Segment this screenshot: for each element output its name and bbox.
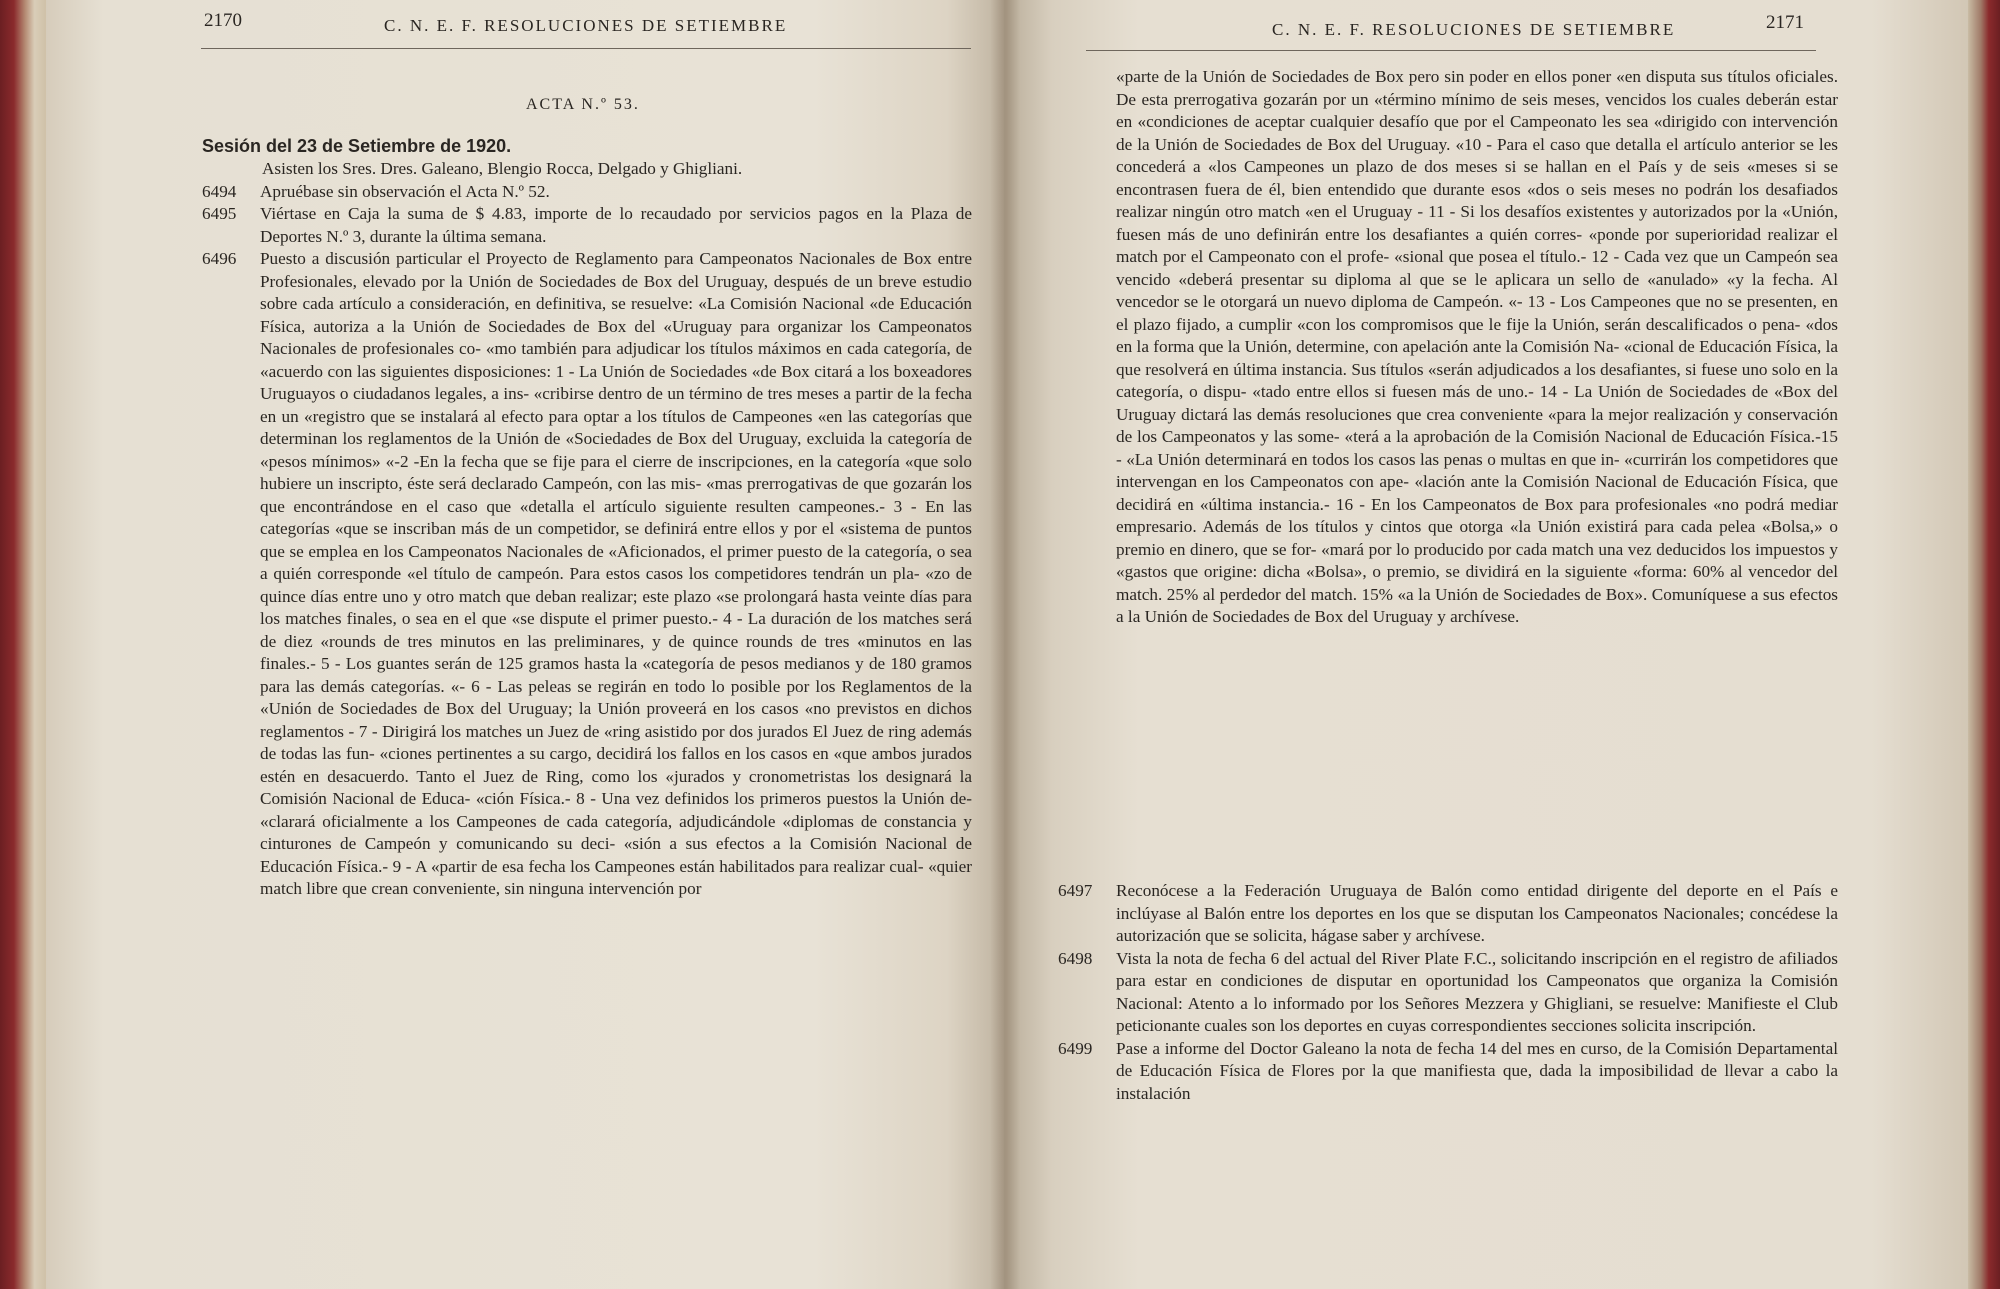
resolution-number: 6495 [202,204,237,223]
left-page [46,0,1004,1289]
resolution-number: 6496 [202,249,237,268]
resolution-entry [1058,1038,1838,1106]
book-gutter [990,0,1020,1289]
resolution-entry [1058,948,1838,1038]
resolution-text: Viértase en Caja la suma de $ 4.83, importe de lo recaudado por servicios pagos en la Plaza de Deportes N.º 3, durante la última semana. [260,204,972,246]
book-edge-right [1968,0,2000,1289]
resolution-entry [202,203,972,248]
book-edge-left [0,0,46,1289]
left-page-body [202,158,972,901]
resolution-number: 6498 [1058,948,1093,968]
resolution-number: 6494 [202,181,237,201]
page-number: 2171 [1766,12,1804,33]
session-heading: Sesión del 23 de Setiembre de 1920. [202,136,512,156]
acta-title: ACTA N.º 53. [526,96,640,113]
resolution-number: 6499 [1058,1038,1093,1058]
header-rule [1086,50,1816,51]
page-number: 2170 [204,10,242,31]
attendance-paragraph: Asisten los Sres. Dres. Galeano, Blengio Rocca, Delgado y Ghigliani. [262,159,743,178]
right-page-entries [1058,880,1838,1105]
resolution-entry [202,248,972,901]
right-page [1004,0,1968,1289]
running-head: C. N. E. F. RESOLUCIONES DE SETIEMBRE [1272,20,1676,39]
resolution-text: Apruébase sin observación el Acta N.º 52. [260,181,550,201]
resolution-text: Puesto a discusión particular el Proyecto de Reglamento para Campeonatos Nacionales de Box entre Profesionales, elevado por la Unión de Sociedades de Box del Uruguay, después de un breve estudio sobre cada artículo a consideración, en definitiva, se resuelve: «La Comisión Nacional «de Educación Física, autoriza a la Unión de Sociedades de Box del «Uruguay para organizar los Campeonatos Nacionales de profesionales co- «mo también para adjudicar los títulos máximos en cada categoría, de «acuerdo con las siguientes disposiciones: 1 - La Unión de Sociedades «de Box citará a los boxeadores Uruguayos o ciudadanos legales, a ins- «cribirse dentro de un término de tres meses a partir de la fecha en un «registro que se instalará al efecto para optar a los títulos de Campeones «en las categorías que determinan los reglamentos de la Unión de «Sociedades de Box del Uruguay, excluida la categoría de «pesos mínimos» «-2 -En la fecha que se fije para el cierre de inscripciones, en la categoría «que solo hubiere un inscripto, éste será declarado Campeón, con las mis- «mas prerrogativas de que gozarán los que encontrándose en el caso que «detalla el artículo siguiente resulten campeones.- 3 - En las categorías «que se inscriban más de un competidor, se definirá entre ellos y por el «sistema de puntos que se emplea en los Campeonatos Nacionales de «Aficionados, el primer puesto de la categoría, o sea a quién corresponde «el título de campeón. Para estos casos los competidores tendrán un pla- «zo de quince días entre uno y otro match que deban realizar; este plazo «se prolongará hasta veinte días para los matches finales, o sea en el que «se dispute el primer puesto.- 4 - La duración de los matches será de diez «rounds de tres minutos en las preliminares, y de quince rounds de tres «minutos en las finales.- 5 - Los guantes serán de 125 gramos hasta la «categoría de pesos medianos y de 180 gramos para las demás categorías. «- 6 - Las peleas se regirán en todo lo posible por los Reglamentos de la «Unión de Sociedades de Box del Uruguay; la Unión proveerá en los casos «no previstos en dichos reglamentos - 7 - Dirigirá los matches un Juez de «ring asistido por dos jurados El Juez de ring además de todas las fun- «ciones pertinentes a su cargo, decidirá los fallos en los casos en «que ambos jurados estén en desacuerdo. Tanto el Juez de Ring, como los «jurados y cronometristas los designará la Comisión Nacional de Educa- «ción Física.- 8 - Una vez definidos los primeros puestos la Unión de- «clarará oficialmente a los Campeones de cada categoría, adjudicándole «diplomas de constancia y cinturones de Campeón y comunicando su deci- «sión a sus efectos a la Comisión Nacional de Educación Física.- 9 - A «partir de esa fecha los Campeones están habilitados para realizar cual- «quier match libre que crean conveniente, sin ninguna intervención por [260,249,972,898]
running-head: C. N. E. F. RESOLUCIONES DE SETIEMBRE [384,16,788,35]
resolution-text: Reconócese a la Federación Uruguaya de Balón como entidad dirigente del deporte en el País e inclúyase al Balón entre los deportes en los que se disputan los Campeonatos Nacionales; concédese la autorización que se solicita, hágase saber y archívese. [1116,881,1838,945]
resolution-entry [202,181,972,204]
resolution-number: 6497 [1058,881,1093,900]
continuation-paragraph: «parte de la Unión de Sociedades de Box pero sin poder en ellos poner «en disputa sus títulos oficiales. De esta prerrogativa gozarán por un «término mínimo de seis meses, vencidos los cuales deberán estar en «condiciones de aceptar cualquier desafío que por el Campeonato les sea «dirigido con intervención de la Unión de Sociedades de Box del Uruguay. «10 - Para el caso que detalla el artículo anterior se les concederá a «los Campeones un plazo de dos meses si se hallan en el País y de seis «meses si se encontrasen fuera de él, bien entendido que durante esos «dos o seis meses no podrán los desafiados realizar ningún otro match «en el Uruguay - 11 - Si los desafíos existentes y autorizados por la «Unión, fuesen más de uno definirán entre los desafiantes a quién corres- «ponde por superioridad realizar el match por el Campeonato con el profe- «sional que posea el título.- 12 - Cada vez que un Campeón sea vencido «deberá presentar su diploma al que se le aplicara un sello de «anulado» «y la fecha. Al vencedor se le otorgará un nuevo diploma de Campeón. «- 13 - Los Campeones que no se presenten, en el plazo fijado, a cumplir «con los compromisos que le fije la Unión, serán descalificados o pena- «dos en la forma que la Unión, determine, con apelación ante la Comisión Na- «cional de Educación Física, la que resolverá en última instancia. Sus títulos «serán adjudicados a los desafiantes, si fuese uno solo en la categoría, o dispu- «tado entre ellos si fuesen más de uno.- 14 - La Unión de Sociedades de «Box del Uruguay dictará las demás resoluciones que crea conveniente «para la mejor realización y conservación de los Campeonatos y las some- «terá a la aprobación de la Comisión Nacional de Educación Física.-15 - «La Unión determinará en todos los casos las penas o multas en que in- «currirán los competidores que intervengan en los Campeonatos con ape- «lación ante la Comisión Nacional de Educación Física, que decidirá en «última instancia.- 16 - En los Campeonatos de Box para profesionales «no podrá mediar empresario. Además de los títulos y cintos que otorga «la Unión existirá para cada pelea «Bolsa,» o premio en dinero, que se for- «mará por lo producido por cada match una vez deducidos los impuestos y «gastos que origine: dicha «Bolsa», o premio, se dividirá en la siguiente «forma: 60% al vencedor del match. 25% al perdedor del match. 15% «a la Unión de Sociedades de Box». Comuníquese a sus efectos a la Unión de Sociedades de Box del Uruguay y archívese. [1116,67,1838,626]
right-page-body [1116,66,1838,629]
resolution-text: Pase a informe del Doctor Galeano la nota de fecha 14 del mes en curso, de la Comisión Departamental de Educación Física de Flores por la que manifiesta que, dada la imposibilidad de llevar a cabo la instalación [1116,1038,1838,1103]
resolution-text: Vista la nota de fecha 6 del actual del River Plate F.C., solicitando inscripción en el registro de afiliados para estar en condiciones de disputar en oportunidad los Campeonatos que organiza la Comisión Nacional: Atento a lo informado por los Señores Mezzera y Ghigliani, se resuelve: Manifieste el Club peticionante cuales son los deportes en cuyas correspondientes secciones solicita inscripción. [1116,948,1838,1035]
resolution-entry [1058,880,1838,948]
header-rule [201,48,971,49]
